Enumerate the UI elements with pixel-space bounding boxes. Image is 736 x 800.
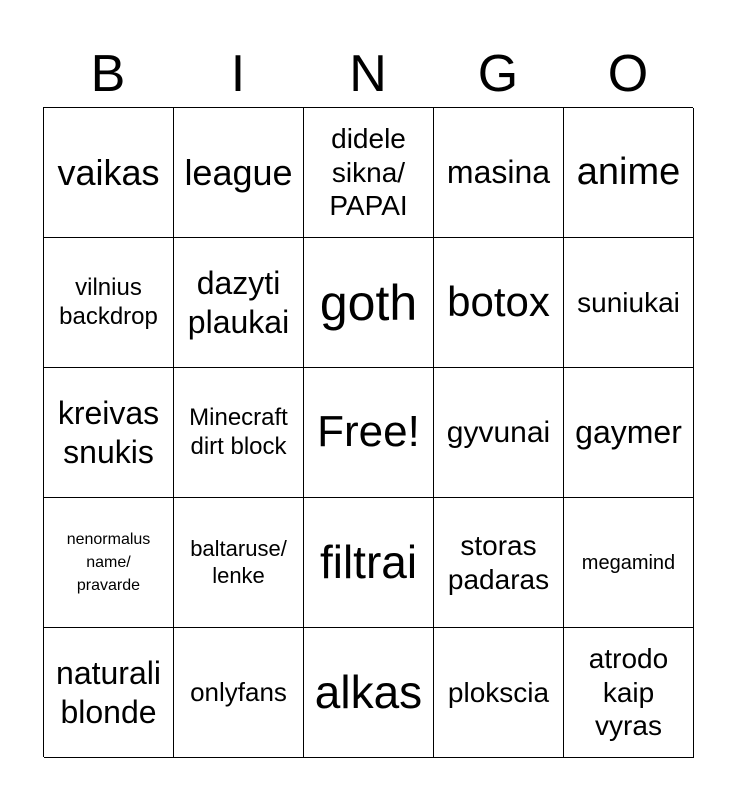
cell-label: botox [447, 278, 550, 326]
header-letter-g: G [477, 45, 519, 103]
bingo-cell-r4-c5[interactable] [564, 498, 694, 628]
bingo-cell-free[interactable] [304, 368, 434, 498]
cell-label: goth [319, 274, 418, 331]
cell-label: megamind [581, 551, 676, 574]
bingo-cell-r5-c5[interactable] [564, 628, 694, 758]
cell-label: filtrai [319, 535, 418, 588]
free-space-label: Free! [317, 407, 420, 457]
bingo-cell-r3-c1[interactable] [44, 368, 174, 498]
cell-label: storas padaras [447, 529, 550, 595]
header-letter-n: N [349, 45, 387, 103]
cell-label: league [184, 151, 293, 193]
bingo-cell-r5-c3[interactable] [304, 628, 434, 758]
bingo-cell-r2-c1[interactable] [44, 238, 174, 368]
cell-label: alkas [314, 665, 423, 718]
cell-label: anime [576, 150, 681, 193]
cell-label: plokscia [447, 676, 550, 708]
bingo-cell-r2-c3[interactable] [304, 238, 434, 368]
header-letter-o: O [607, 45, 649, 103]
bingo-cell-r3-c2[interactable] [174, 368, 304, 498]
bingo-cell-r4-c1[interactable] [44, 498, 174, 628]
cell-label: didele sikna/ PAPAI [329, 123, 408, 222]
bingo-cell-r3-c4[interactable] [434, 368, 564, 498]
bingo-cell-r1-c3[interactable] [304, 108, 434, 238]
bingo-cell-r4-c3[interactable] [304, 498, 434, 628]
cell-label: vaikas [57, 151, 160, 193]
cell-label: baltaruse/ lenke [190, 536, 287, 588]
bingo-cell-r3-c5[interactable] [564, 368, 694, 498]
bingo-cell-r4-c2[interactable] [174, 498, 304, 628]
bingo-cell-r5-c1[interactable] [44, 628, 174, 758]
bingo-board [43, 107, 693, 757]
bingo-cell-r1-c1[interactable] [44, 108, 174, 238]
bingo-cell-r2-c4[interactable] [434, 238, 564, 368]
cell-label: masina [446, 154, 551, 191]
cell-label: suniukai [577, 286, 680, 318]
cell-label: gaymer [575, 414, 682, 451]
cell-label: nenormalus name/ pravarde [66, 530, 151, 595]
cell-label: onlyfans [190, 676, 287, 707]
cell-label: gyvunai [446, 415, 551, 449]
cell-label: naturali blonde [56, 655, 161, 730]
cell-label: vilnius backdrop [59, 273, 158, 330]
bingo-cell-r5-c2[interactable] [174, 628, 304, 758]
cell-label: Minecraft dirt block [189, 403, 288, 460]
header-letter-i: I [230, 45, 246, 103]
bingo-cell-r1-c5[interactable] [564, 108, 694, 238]
bingo-cell-r1-c4[interactable] [434, 108, 564, 238]
cell-label: atrodo kaip vyras [588, 643, 669, 742]
bingo-cell-r2-c5[interactable] [564, 238, 694, 368]
bingo-cell-r5-c4[interactable] [434, 628, 564, 758]
cell-label: dazyti plaukai [187, 265, 290, 340]
bingo-cell-r2-c2[interactable] [174, 238, 304, 368]
bingo-cell-r1-c2[interactable] [174, 108, 304, 238]
cell-label: kreivas snukis [57, 395, 160, 470]
header-letter-b: B [90, 45, 126, 103]
bingo-cell-r4-c4[interactable] [434, 498, 564, 628]
bingo-header [43, 40, 693, 108]
